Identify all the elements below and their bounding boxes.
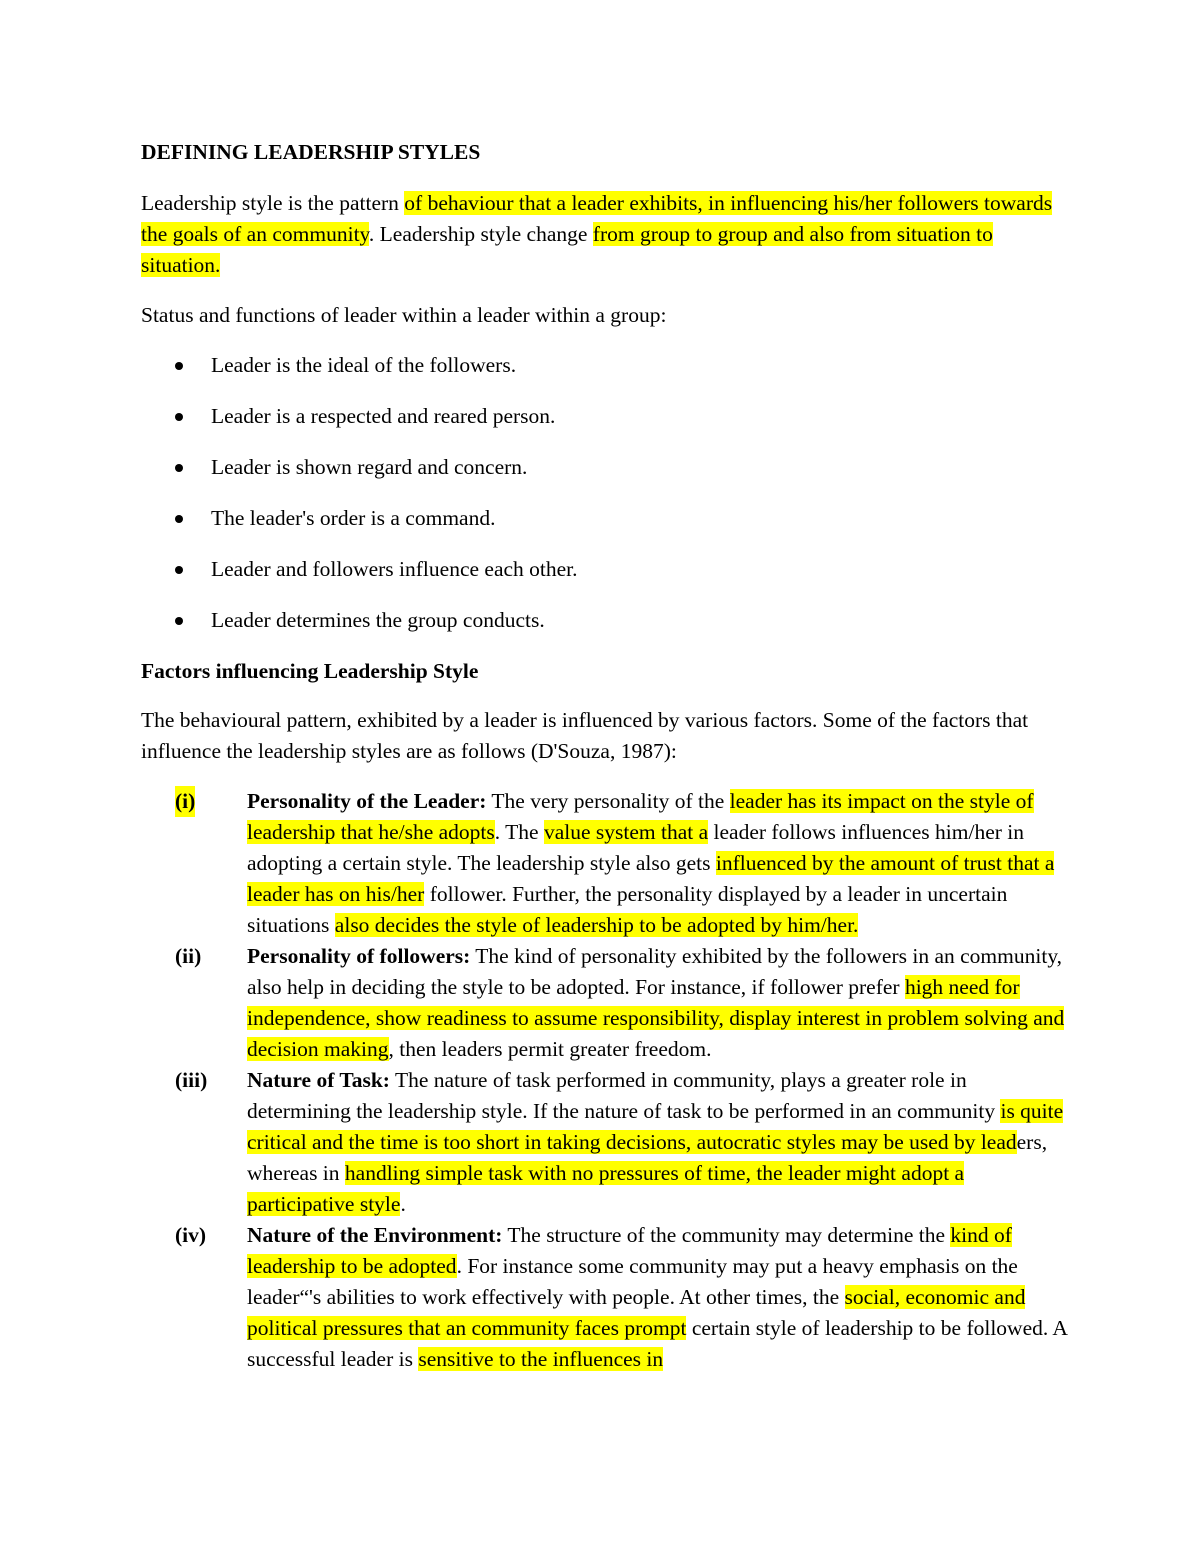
factor-text: . The bbox=[494, 820, 544, 844]
bullet-icon bbox=[175, 617, 183, 625]
factor-highlight: is quite critical and the time is too short in taking decisions, autocratic styles may be used by lead bbox=[247, 1099, 1064, 1154]
bullet-icon bbox=[175, 566, 183, 574]
bullet-icon bbox=[175, 464, 183, 472]
factor-text: certain style of leadership to be followed. A successful leader is bbox=[247, 1316, 1067, 1371]
factor-number: (ii) bbox=[175, 944, 202, 968]
bullet-item bbox=[141, 554, 1071, 585]
factor-highlight: sensitive to the influences in bbox=[418, 1347, 664, 1371]
factor-text: The kind of personality exhibited by the followers in an community, also help in deciding the style to be adopted. For instance, if follower prefer bbox=[247, 944, 1063, 999]
bullet-item bbox=[141, 503, 1071, 534]
intro-highlight-2: from group to group and also from situation to situation. bbox=[141, 222, 993, 277]
factor-highlight: kind of leadership to be adopted bbox=[247, 1223, 1012, 1278]
factor-text: . For instance some community may put a heavy emphasis on the leader“'s abilities to work effectively with people. At other times, the bbox=[247, 1254, 1018, 1309]
bullet-text: Leader is a respected and reared person. bbox=[211, 404, 556, 428]
intro-paragraph bbox=[141, 188, 1071, 281]
factor-item-nature-environment bbox=[141, 1220, 1071, 1375]
bullet-text: Leader is the ideal of the followers. bbox=[211, 353, 517, 377]
bullet-item bbox=[141, 401, 1071, 432]
factor-text: , then leaders permit greater freedom. bbox=[388, 1037, 712, 1061]
factor-text: leader follows influences him/her in adopting a certain style. The leadership style also gets bbox=[247, 820, 1024, 875]
factor-highlight: value system that a bbox=[543, 820, 709, 844]
factor-text: The nature of task performed in community, plays a greater role in determining the leadership style. If the nature of task to be performed in an community bbox=[247, 1068, 1001, 1123]
factor-text: . bbox=[400, 1192, 406, 1216]
factor-label: Personality of the Leader: bbox=[247, 789, 487, 813]
factor-number: (i) bbox=[175, 786, 195, 817]
factors-list bbox=[141, 786, 1071, 1375]
factor-highlight: leader has its impact on the style of leadership that he/she adopts bbox=[247, 789, 1034, 844]
bullet-text: Leader and followers influence each other. bbox=[211, 557, 578, 581]
bullet-icon bbox=[175, 413, 183, 421]
bullet-text: Leader is shown regard and concern. bbox=[211, 455, 528, 479]
factor-number: (iii) bbox=[175, 1068, 208, 1092]
leader-bullet-list bbox=[141, 350, 1071, 636]
factor-highlight: influenced by the amount of trust that a leader has on his/her bbox=[247, 851, 1055, 906]
factor-item-nature-task bbox=[141, 1065, 1071, 1220]
factors-heading: Factors influencing Leadership Style bbox=[141, 659, 479, 683]
factor-item-personality-followers bbox=[141, 941, 1071, 1065]
factor-item-personality-leader bbox=[141, 786, 1071, 941]
factor-highlight: social, economic and political pressures that an community faces prompt bbox=[247, 1285, 1026, 1340]
intro-highlight-1: of behaviour that a leader exhibits, in influencing his/her followers towards the goals of an community bbox=[141, 191, 1053, 246]
bullet-icon bbox=[175, 362, 183, 370]
factor-label: Nature of the Environment: bbox=[247, 1223, 503, 1247]
bullet-text: The leader's order is a command. bbox=[211, 506, 496, 530]
factor-highlight: high need for independence, show readiness to assume responsibility, display interest in problem solving and decision making bbox=[247, 975, 1065, 1061]
factor-text: The very personality of the bbox=[486, 789, 730, 813]
bullet-item bbox=[141, 350, 1071, 381]
intro-text-2: . Leadership style change bbox=[368, 222, 593, 246]
status-functions-line: Status and functions of leader within a leader within a group: bbox=[141, 303, 667, 327]
factor-highlight: also decides the style of leadership to be adopted by him/her. bbox=[334, 913, 859, 937]
bullet-item bbox=[141, 605, 1071, 636]
factors-intro-paragraph: The behavioural pattern, exhibited by a leader is influenced by various factors. Some of the factors that influence the leadership styles are as follows (D'Souza, 1987): bbox=[141, 708, 1029, 763]
document-title: DEFINING LEADERSHIP STYLES bbox=[141, 140, 481, 164]
document-page bbox=[141, 137, 1071, 1375]
factor-label: Personality of followers: bbox=[247, 944, 471, 968]
intro-text-1: Leadership style is the pattern bbox=[141, 191, 405, 215]
factor-text: The structure of the community may determine the bbox=[502, 1223, 951, 1247]
bullet-text: Leader determines the group conducts. bbox=[211, 608, 545, 632]
bullet-icon bbox=[175, 515, 183, 523]
factor-text: ers, whereas in bbox=[247, 1130, 1048, 1185]
bullet-item bbox=[141, 452, 1071, 483]
factor-text: follower. Further, the personality displayed by a leader in uncertain situations bbox=[247, 882, 1008, 937]
factor-label: Nature of Task: bbox=[247, 1068, 390, 1092]
factor-number: (iv) bbox=[175, 1223, 207, 1247]
factor-highlight: handling simple task with no pressures of time, the leader might adopt a participative style bbox=[247, 1161, 965, 1216]
